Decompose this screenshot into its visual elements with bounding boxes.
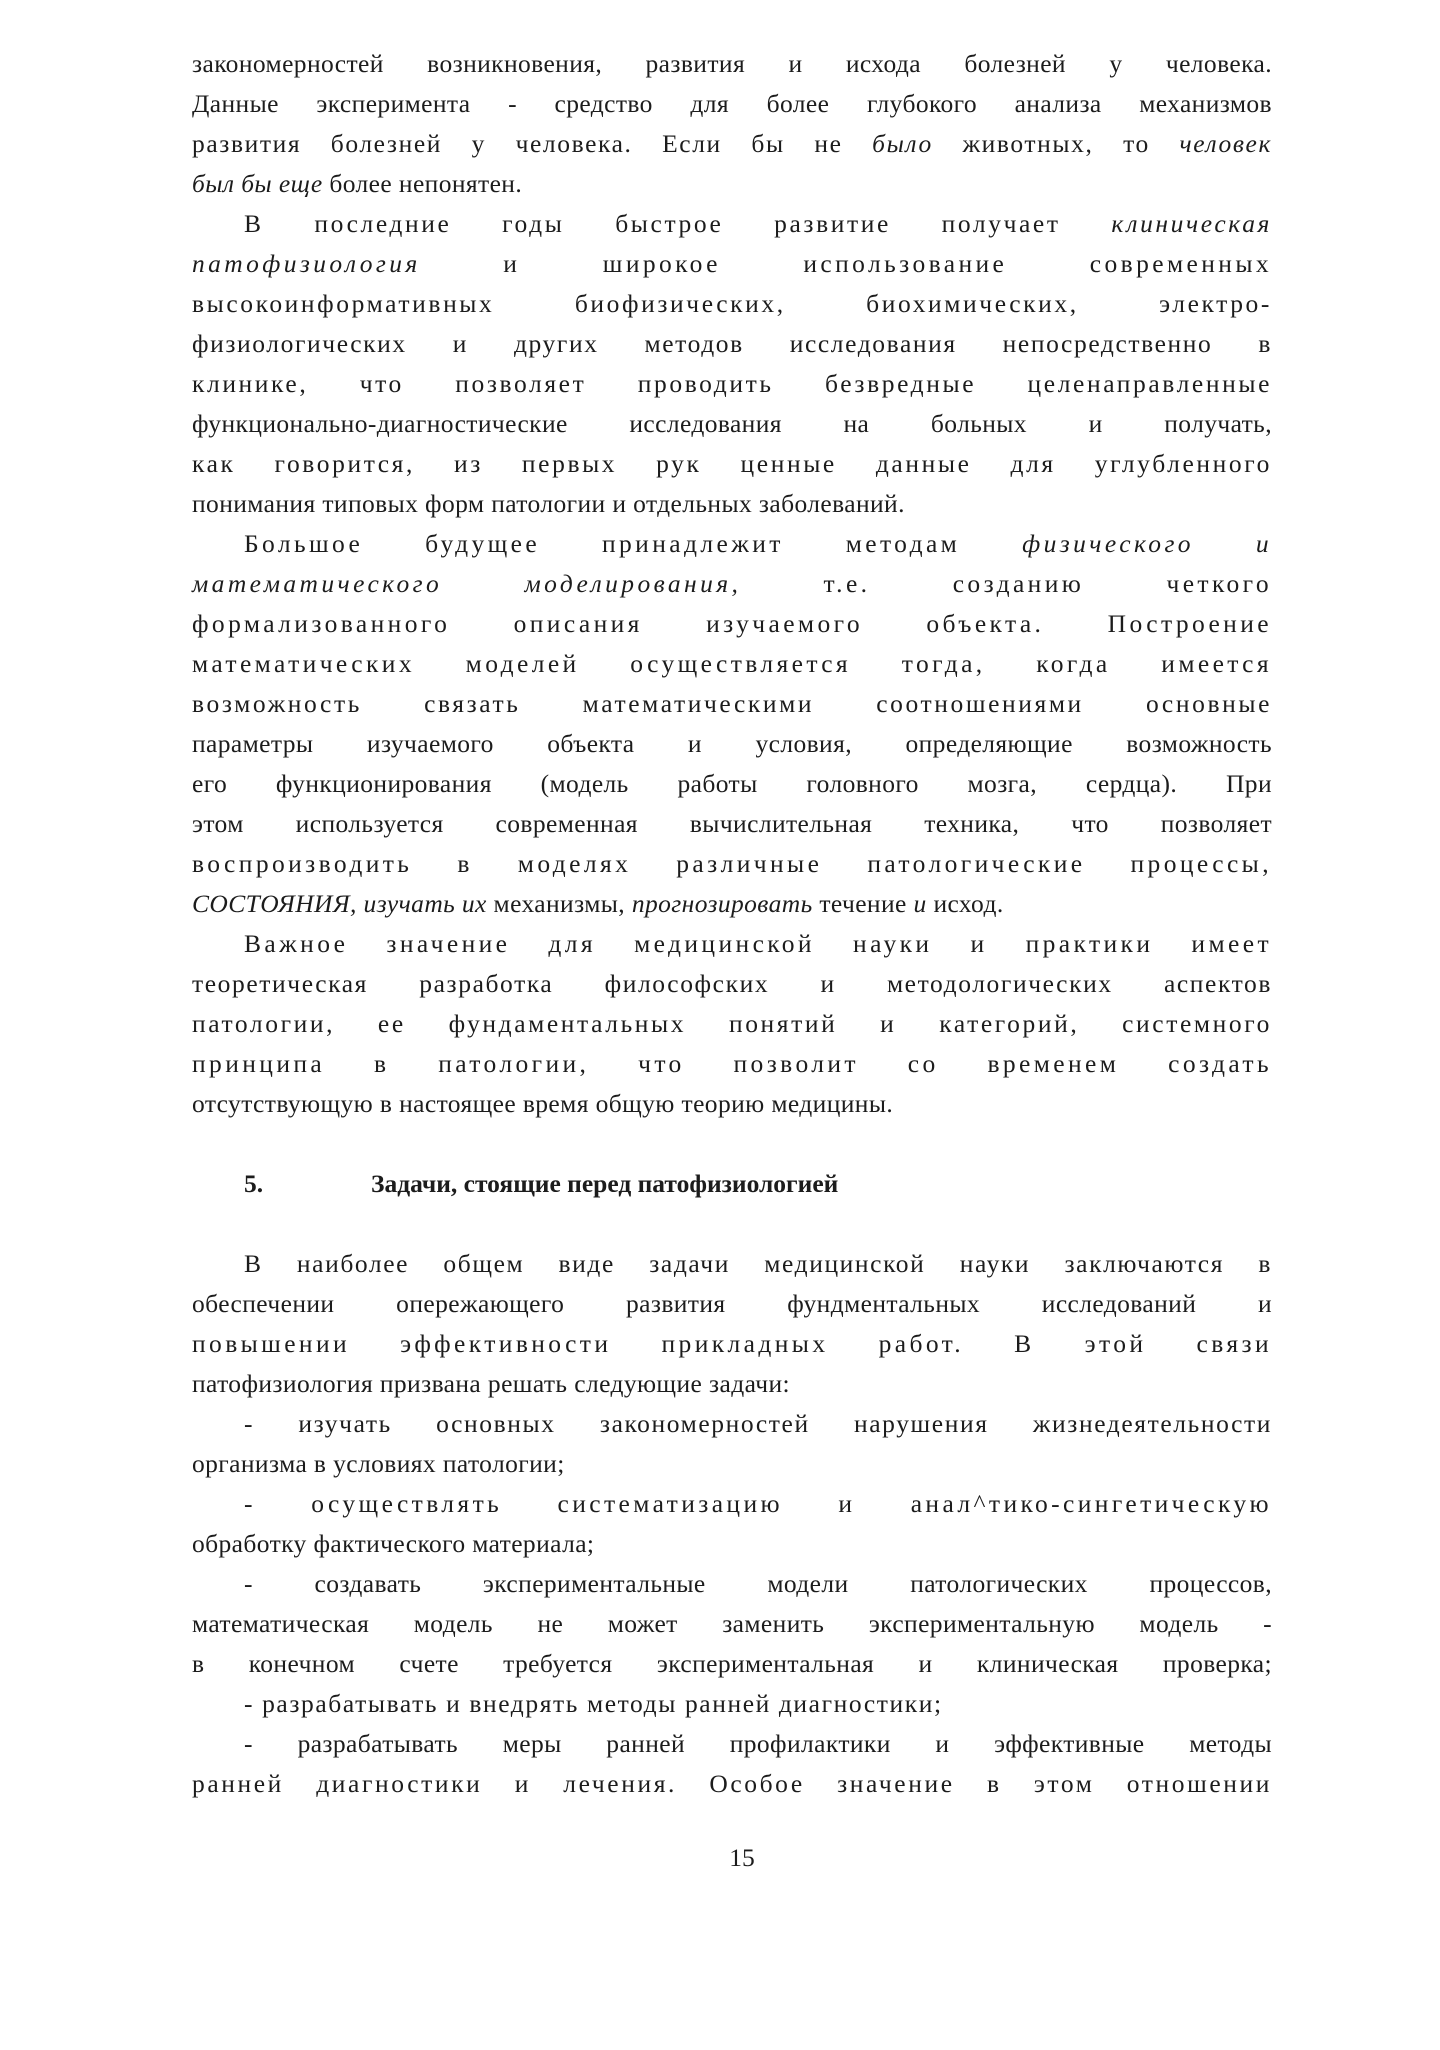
text-line: математического моделирования, т.е. созданию четкого bbox=[192, 569, 1272, 598]
text-line: возможность связать математическими соотношениями основные bbox=[192, 689, 1272, 718]
list-item: - разрабатывать меры ранней профилактики и эффективные методы bbox=[244, 1729, 1272, 1758]
text-line: физиологических и других методов исследования непосредственно в bbox=[192, 329, 1272, 358]
list-item-continuation: организма в условиях патологии; bbox=[192, 1449, 565, 1478]
text-line: обеспечении опережающего развития фундментальных исследований и bbox=[192, 1289, 1272, 1318]
text-line: высокоинформативных биофизических, биохимических, электро- bbox=[192, 289, 1272, 318]
text-line: В наиболее общем виде задачи медицинской науки заключаются в bbox=[244, 1249, 1272, 1278]
paragraph-experiment-end bbox=[192, 44, 1272, 204]
text-line: Большое будущее принадлежит методам физического и bbox=[244, 529, 1273, 558]
paragraph-tasks bbox=[192, 1244, 1272, 1404]
spacer bbox=[192, 1124, 1272, 1164]
text-line: Важное значение для медицинской науки и практики имеет bbox=[244, 929, 1272, 958]
section-title: Задачи, стоящие перед патофизиологией bbox=[371, 1169, 839, 1198]
text-line: патофизиология и широкое использование современных bbox=[192, 249, 1272, 278]
list-item-continuation: математическая модель не может заменить экспериментальную модель - bbox=[192, 1609, 1272, 1638]
section-heading bbox=[192, 1164, 1272, 1204]
text-line: принципа в патологии, что позволит со временем создать bbox=[192, 1049, 1272, 1078]
text-line: как говорится, из первых рук ценные данные для углубленного bbox=[192, 449, 1272, 478]
section-number: 5. bbox=[244, 1169, 264, 1198]
text-line: В последние годы быстрое развитие получает клиническая bbox=[244, 209, 1272, 238]
text-line: формализованного описания изучаемого объекта. Построение bbox=[192, 609, 1272, 638]
list-item-continuation: обработку фактического материала; bbox=[192, 1529, 595, 1558]
text-line: воспроизводить в моделях различные патологические процессы, bbox=[192, 849, 1272, 878]
text-line: СОСТОЯНИЯ, изучать их механизмы, прогнозировать течение и исход. bbox=[192, 889, 1004, 918]
text-line: этом используется современная вычислительная техника, что позволяет bbox=[192, 809, 1272, 838]
paragraph-theory bbox=[192, 924, 1272, 1124]
list-item: - разрабатывать и внедрять методы ранней диагностики; bbox=[244, 1689, 943, 1718]
text-line: отсутствующую в настоящее время общую теорию медицины. bbox=[192, 1089, 894, 1118]
list-item: - изучать основных закономерностей нарушения жизнедеятельности bbox=[244, 1409, 1272, 1438]
text-line: функционально-диагностические исследования на больных и получать, bbox=[192, 409, 1272, 438]
page-number: 15 bbox=[729, 1843, 755, 1872]
text-line: патофизиология призвана решать следующие задачи: bbox=[192, 1369, 791, 1398]
document-page bbox=[192, 44, 1272, 1804]
paragraph-modelling bbox=[192, 524, 1272, 924]
text-line: развития болезней у человека. Если бы не было животных, то человек bbox=[192, 129, 1272, 158]
list-item-continuation: в конечном счете требуется экспериментальная и клиническая проверка; bbox=[192, 1649, 1272, 1678]
text-line: Данные эксперимента - средство для более глубокого анализа механизмов bbox=[192, 89, 1272, 118]
text-line: повышении эффективности прикладных работ. В этой связи bbox=[192, 1329, 1272, 1358]
text-line: закономерностей возникновения, развития и исхода болезней у человека. bbox=[192, 49, 1272, 78]
text-line: клинике, что позволяет проводить безвредные целенаправленные bbox=[192, 369, 1272, 398]
text-line: понимания типовых форм патологии и отдельных заболеваний. bbox=[192, 489, 905, 518]
list-item: - осуществлять систематизацию и анал^тико-сингетическую bbox=[244, 1489, 1272, 1518]
text-line: был бы еще более непонятен. bbox=[192, 169, 523, 198]
list-item-continuation: ранней диагностики и лечения. Особое значение в этом отношении bbox=[192, 1769, 1272, 1798]
text-line: патологии, ее фундаментальных понятий и категорий, системного bbox=[192, 1009, 1272, 1038]
text-line: математических моделей осуществляется тогда, когда имеется bbox=[192, 649, 1272, 678]
text-line: параметры изучаемого объекта и условия, определяющие возможность bbox=[192, 729, 1272, 758]
text-line: теоретическая разработка философских и методологических аспектов bbox=[192, 969, 1272, 998]
paragraph-clinical-pathophysiology bbox=[192, 204, 1272, 524]
list-item: - создавать экспериментальные модели патологических процессов, bbox=[244, 1569, 1272, 1598]
task-list bbox=[192, 1404, 1272, 1804]
text-line: его функционирования (модель работы головного мозга, сердца). При bbox=[192, 769, 1272, 798]
spacer bbox=[192, 1204, 1272, 1244]
